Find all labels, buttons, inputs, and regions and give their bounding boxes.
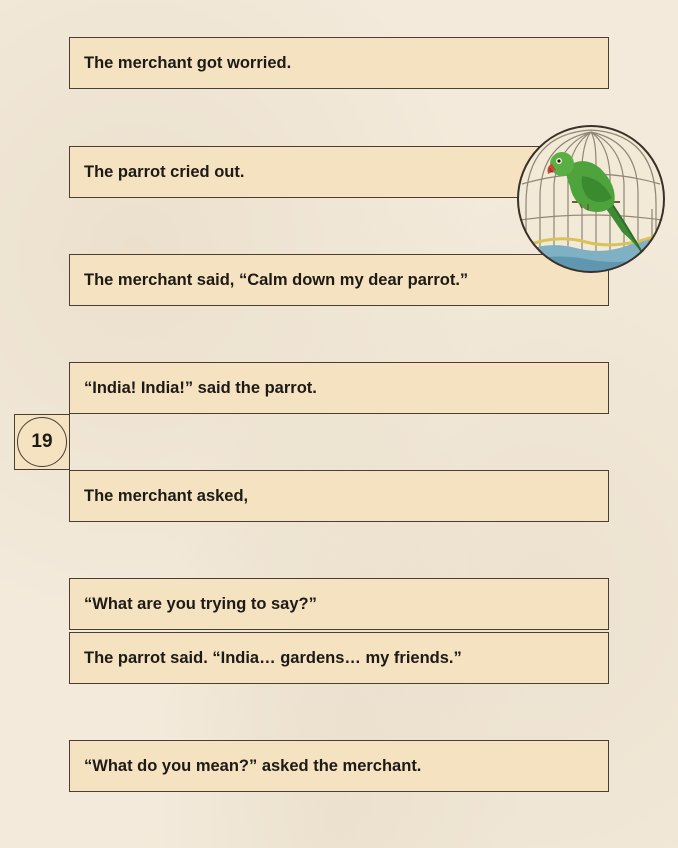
- page-number-tab: [14, 414, 70, 470]
- story-line-8-text: “What do you mean?” asked the merchant.: [84, 756, 422, 775]
- page-number-circle: [17, 417, 67, 467]
- story-line-5: [69, 470, 609, 522]
- story-line-2-text: The parrot cried out.: [84, 162, 245, 181]
- story-line-5-text: The merchant asked,: [84, 486, 249, 505]
- story-line-8: [69, 740, 609, 792]
- story-line-4-text: “India! India!” said the parrot.: [84, 378, 317, 397]
- parrot-cage-illustration: [516, 124, 666, 274]
- parrot-in-cage-icon: [516, 124, 666, 274]
- story-line-6-text: “What are you trying to say?”: [84, 594, 317, 613]
- story-line-4: [69, 362, 609, 414]
- story-line-7-text: The parrot said. “India… gardens… my friends.”: [84, 648, 462, 667]
- story-line-1-text: The merchant got worried.: [84, 53, 292, 72]
- story-line-7: [69, 632, 609, 684]
- story-line-1: [69, 37, 609, 89]
- story-line-6: [69, 578, 609, 630]
- story-line-3-text: The merchant said, “Calm down my dear parrot.”: [84, 270, 469, 289]
- page-number: 19: [31, 431, 53, 452]
